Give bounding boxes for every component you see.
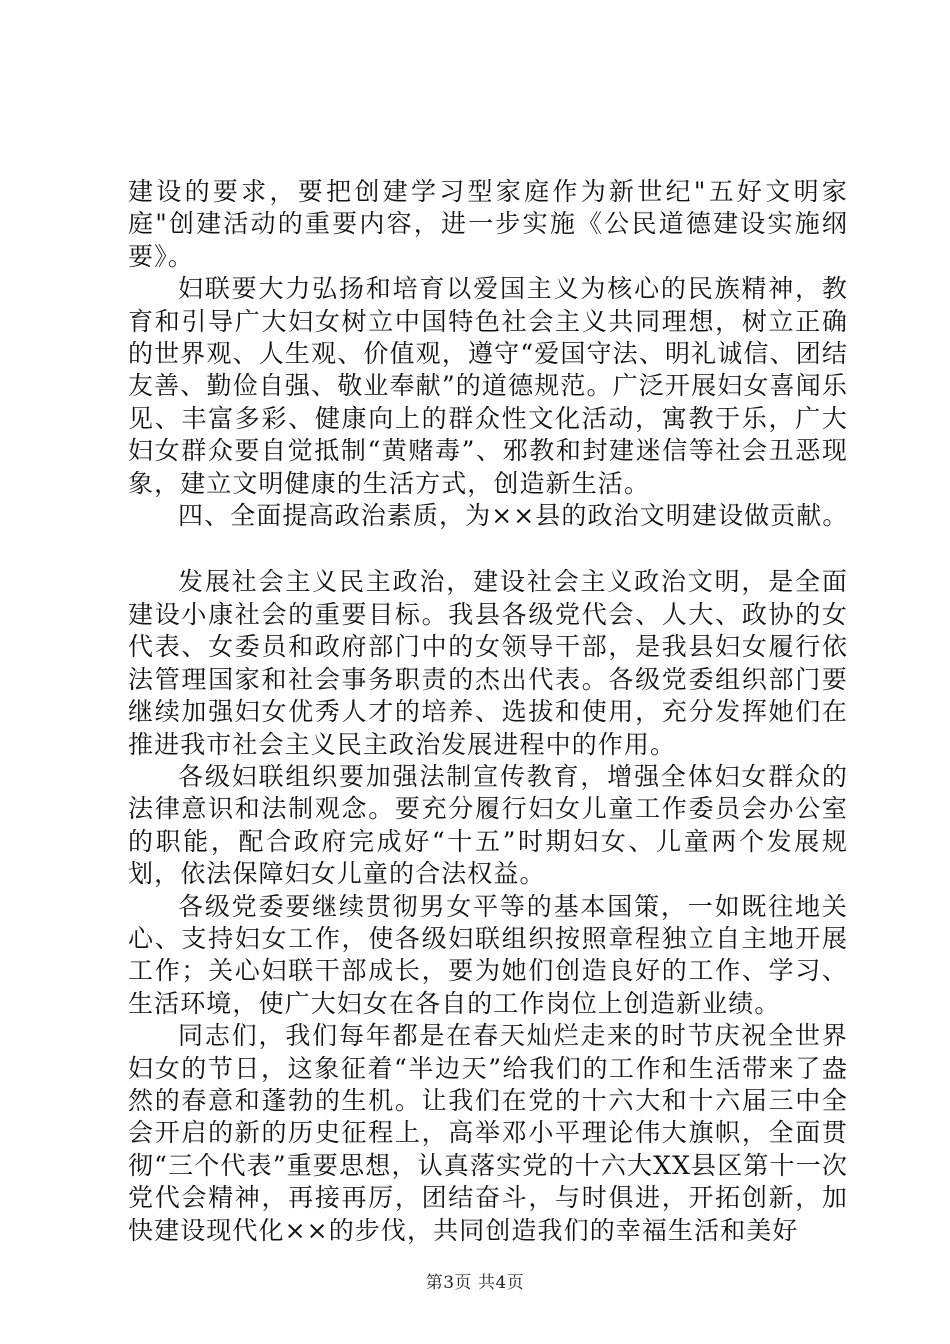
paragraph: 发展社会主义民主政治，建设社会主义政治文明，是全面建设小康社会的重要目标。我县各级党代会、人大、政协的女代表、女委员和政府部门中的女领导干部，是我县妇女履行依法管理国家和社会事务职责的杰出代表。各级党委组织部门要继续加强妇女优秀人才的培养、选拔和使用，充分发挥她们在推进我市社会主义民主政治发展进程中的作用。: [128, 567, 848, 759]
paragraph: 妇联要大力弘扬和培育以爱国主义为核心的民族精神，教育和引导广大妇女树立中国特色社会主义共同理想，树立正确的世界观、人生观、价值观，遵守“爱国守法、明礼诚信、团结友善、勤俭自强、敬业奉献”的道德规范。广泛开展妇女喜闻乐见、丰富多彩、健康向上的群众性文化活动，寓教于乐，广大妇女群众要自觉抵制“黄赌毒”、邪教和封建迷信等社会丑恶现象，建立文明健康的生活方式，创造新生活。: [128, 274, 848, 498]
paragraph-continued: 建设的要求，要把创建学习型家庭作为新世纪"五好文明家庭"创建活动的重要内容，进一步实施《公民道德建设实施纲要》。: [128, 177, 848, 271]
paragraph: 各级党委要继续贯彻男女平等的基本国策，一如既往地关心、支持妇女工作，使各级妇联组织按照章程独立自主地开展工作；关心妇联干部成长，要为她们创造良好的工作、学习、生活环境，使广大妇女在各自的工作岗位上创造新业绩。: [128, 891, 848, 1018]
paragraph: 同志们，我们每年都是在春天灿烂走来的时节庆祝全世界妇女的节日，这象征着“半边天”给我们的工作和生活带来了盎然的春意和蓬勃的生机。让我们在党的十六大和十六届三中全会开启的新的历史征程上，高举邓小平理论伟大旗帜，全面贯彻“三个代表”重要思想，认真落实党的十六大XX县区第十一次党代会精神，再接再厉，团结奋斗，与时俱进，开拓创新，加快建设现代化××的步伐，共同创造我们的幸福生活和美好: [128, 1021, 848, 1245]
document-body: [128, 176, 848, 1247]
paragraph: 各级妇联组织要加强法制宣传教育，增强全体妇女群众的法律意识和法制观念。要充分履行妇女儿童工作委员会办公室的职能，配合政府完成好“十五”时期妇女、儿童两个发展规划，依法保障妇女儿童的合法权益。: [128, 761, 848, 889]
section-heading: 四、全面提高政治素质，为××县的政治文明建设做贡献。: [178, 501, 849, 531]
page-footer: 第3页 共4页: [425, 1273, 525, 1293]
